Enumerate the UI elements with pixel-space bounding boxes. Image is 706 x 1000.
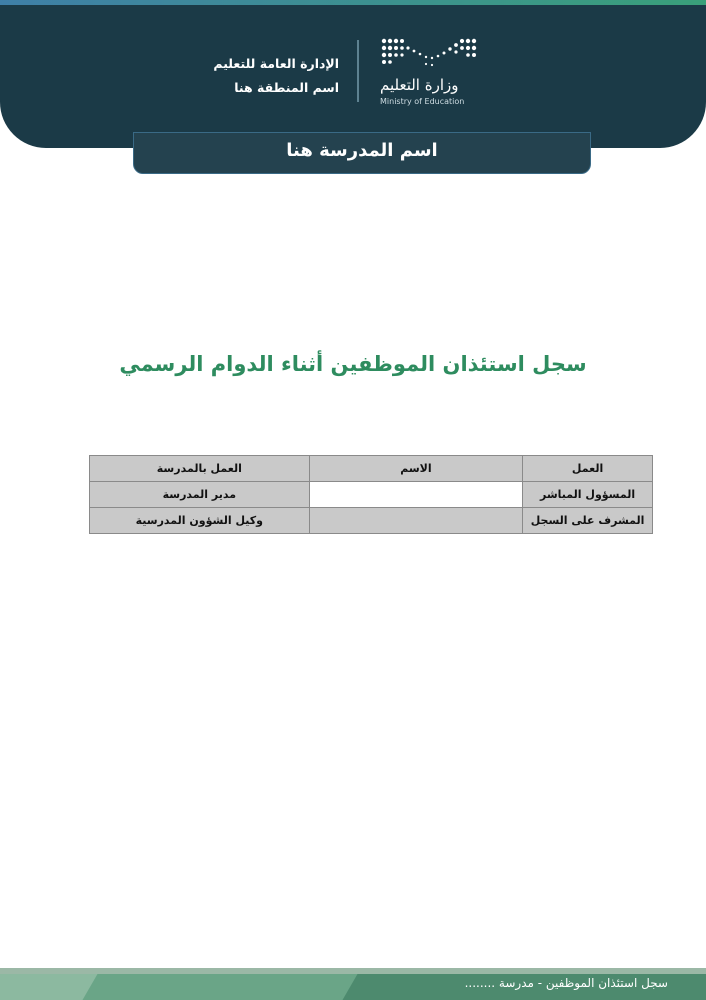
ministry-logo	[380, 36, 480, 110]
header-edge-right	[646, 120, 706, 148]
page-footer	[0, 968, 706, 1000]
document-title: سجل استئذان الموظفين أثناء الدوام الرسمي	[119, 352, 587, 376]
table-cell-role: المشرف على السجل	[523, 508, 653, 534]
table-cell-name[interactable]	[309, 482, 523, 508]
ministry-name-english: Ministry of Education	[380, 97, 465, 106]
table-cell-job-header: العمل بالمدرسة	[90, 456, 310, 482]
table-cell-name[interactable]	[309, 508, 523, 534]
footer-caption: سجل استئذان الموظفين - مدرسة ........	[464, 976, 668, 990]
table-cell-job: وكيل الشؤون المدرسية	[90, 508, 310, 534]
page-header	[0, 0, 706, 148]
responsibility-table	[89, 455, 653, 534]
table-cell-role: المسؤول المباشر	[523, 482, 653, 508]
footer-stripe	[82, 974, 357, 1000]
ministry-name-arabic: وزارة التعليم	[380, 76, 459, 94]
school-name-bar: اسم المدرسة هنا	[133, 132, 591, 174]
general-administration-label: الإدارة العامة للتعليم	[213, 56, 339, 71]
header-edge-left	[0, 120, 60, 148]
table-row	[90, 482, 653, 508]
header-divider	[357, 40, 359, 102]
region-name-label: اسم المنطقة هنا	[234, 80, 339, 95]
table-cell-name-header: الاسم	[309, 456, 523, 482]
table-row	[90, 508, 653, 534]
table-cell-role-header: العمل	[523, 456, 653, 482]
table-cell-job: مدير المدرسة	[90, 482, 310, 508]
header-accent-line	[0, 0, 706, 5]
administration-block	[139, 52, 339, 100]
table-header-row	[90, 456, 653, 482]
ministry-dots-icon	[380, 36, 480, 70]
